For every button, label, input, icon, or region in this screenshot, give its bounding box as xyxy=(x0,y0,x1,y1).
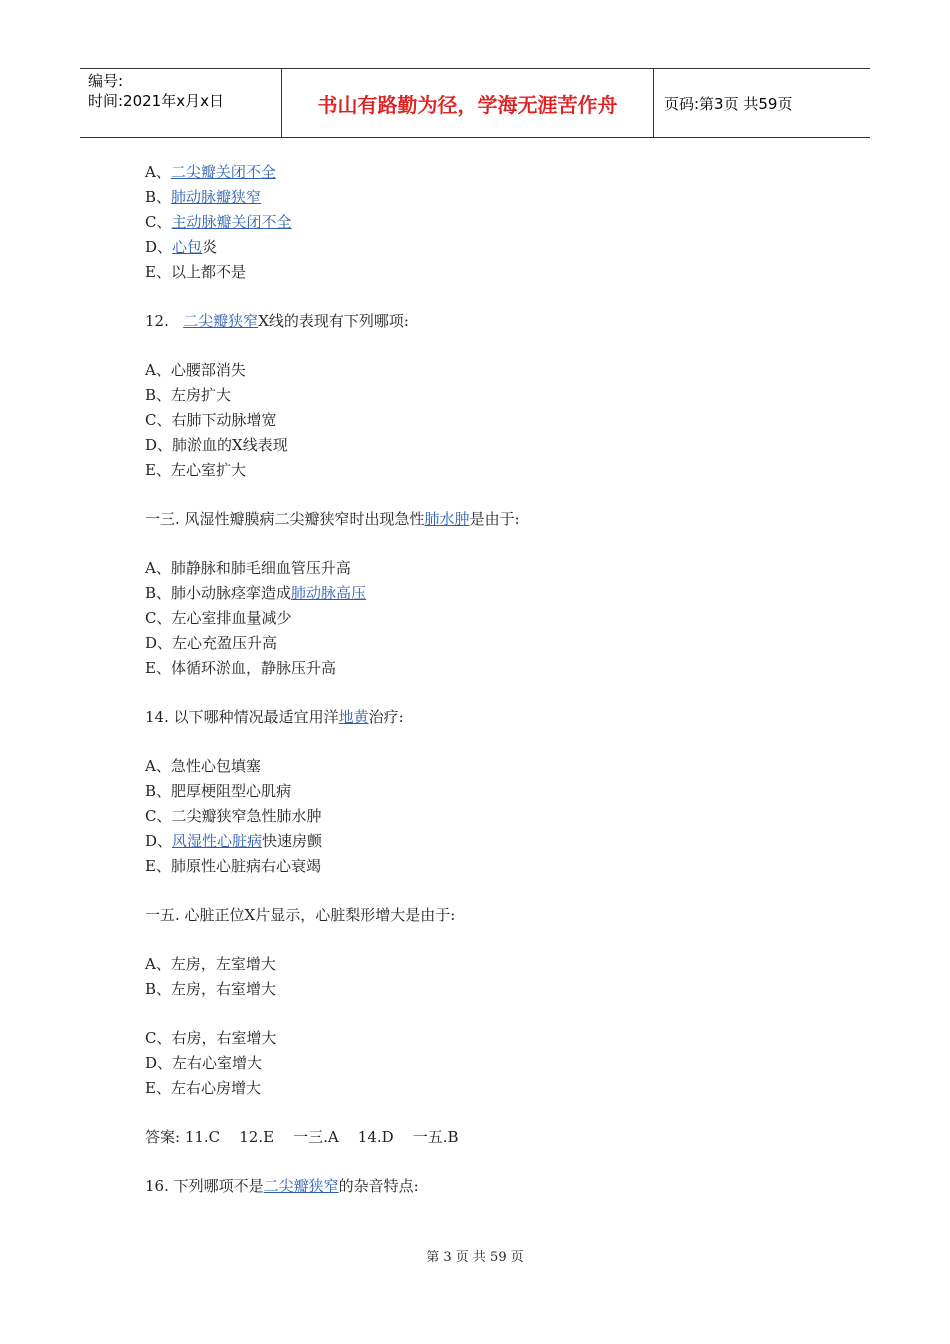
link-term[interactable]: 二尖瓣狭窄 xyxy=(183,312,259,330)
link-term[interactable]: 二尖瓣狭窄 xyxy=(263,1177,339,1195)
link-term[interactable]: 风湿性心脏病 xyxy=(172,832,263,850)
question-14: 14. 以下哪种情况最适宜用洋地黄治疗: xyxy=(145,708,404,726)
link-term[interactable]: 心包 xyxy=(172,238,203,256)
header-info xyxy=(80,69,282,137)
time-label: 时间:2021年x月x日 xyxy=(88,92,224,110)
option-a: A、左房，左室增大 xyxy=(145,955,276,973)
question-12: 12. 二尖瓣狭窄X线的表现有下列哪项: xyxy=(145,312,409,330)
option-c: C、右房，右室增大 xyxy=(145,1029,277,1047)
question-15: 一五. 心脏正位X片显示，心脏梨形增大是由于: xyxy=(145,906,456,924)
option-e: E、以上都不是 xyxy=(145,263,246,281)
option-b: B、左房，右室增大 xyxy=(145,980,277,998)
link-term[interactable]: 二尖瓣关闭不全 xyxy=(170,163,276,181)
answer-key: 答案: 11.C 12.E 一三.A 14.D 一五.B xyxy=(145,1128,459,1146)
option-a: A、肺静脉和肺毛细血管压升高 xyxy=(145,559,351,577)
page-footer: 第 3 页 共 59 页 xyxy=(426,1250,524,1265)
option-d: D、肺淤血的X线表现 xyxy=(145,436,288,454)
option-c: C、主动脉瓣关闭不全 xyxy=(145,213,292,231)
link-term[interactable]: 肺动脉高压 xyxy=(291,584,367,602)
option-d: D、心包炎 xyxy=(145,238,218,256)
option-a: A、心腰部消失 xyxy=(145,361,246,379)
number-label: 编号: xyxy=(88,72,124,90)
option-c: C、右肺下动脉增宽 xyxy=(145,411,277,429)
link-term[interactable]: 主动脉瓣关闭不全 xyxy=(171,213,292,231)
page-header xyxy=(80,68,870,138)
option-e: E、肺原性心脏病右心衰竭 xyxy=(145,857,321,875)
option-e: E、左右心房增大 xyxy=(145,1079,261,1097)
question-16: 16. 下列哪项不是二尖瓣狭窄的杂音特点: xyxy=(145,1177,419,1195)
link-term[interactable]: 肺动脉瓣狭窄 xyxy=(171,188,262,206)
motto: 书山有路勤为径，学海无涯苦作舟 xyxy=(282,69,654,137)
option-b: B、肥厚梗阻型心肌病 xyxy=(145,782,292,800)
question-13: 一三. 风湿性瓣膜病二尖瓣狭窄时出现急性肺水肿是由于: xyxy=(145,510,520,528)
option-a: A、急性心包填塞 xyxy=(145,757,261,775)
option-c: C、左心室排血量减少 xyxy=(145,609,292,627)
link-term[interactable]: 地黄 xyxy=(338,708,369,726)
link-term[interactable]: 肺水肿 xyxy=(424,510,470,528)
option-e: E、左心室扩大 xyxy=(145,461,246,479)
option-d: D、风湿性心脏病快速房颤 xyxy=(145,832,323,850)
option-b: B、左房扩大 xyxy=(145,386,232,404)
option-e: E、体循环淤血，静脉压升高 xyxy=(145,659,336,677)
option-b: B、肺小动脉痉挛造成肺动脉高压 xyxy=(145,584,367,602)
option-c: C、二尖瓣狭窄急性肺水肿 xyxy=(145,807,322,825)
option-b: B、肺动脉瓣狭窄 xyxy=(145,188,262,206)
option-d: D、左心充盈压升高 xyxy=(145,634,278,652)
page-label: 页码:第3页 共59页 xyxy=(664,94,793,113)
document-body xyxy=(145,160,845,1199)
option-d: D、左右心室增大 xyxy=(145,1054,263,1072)
option-a: A、二尖瓣关闭不全 xyxy=(145,163,276,181)
